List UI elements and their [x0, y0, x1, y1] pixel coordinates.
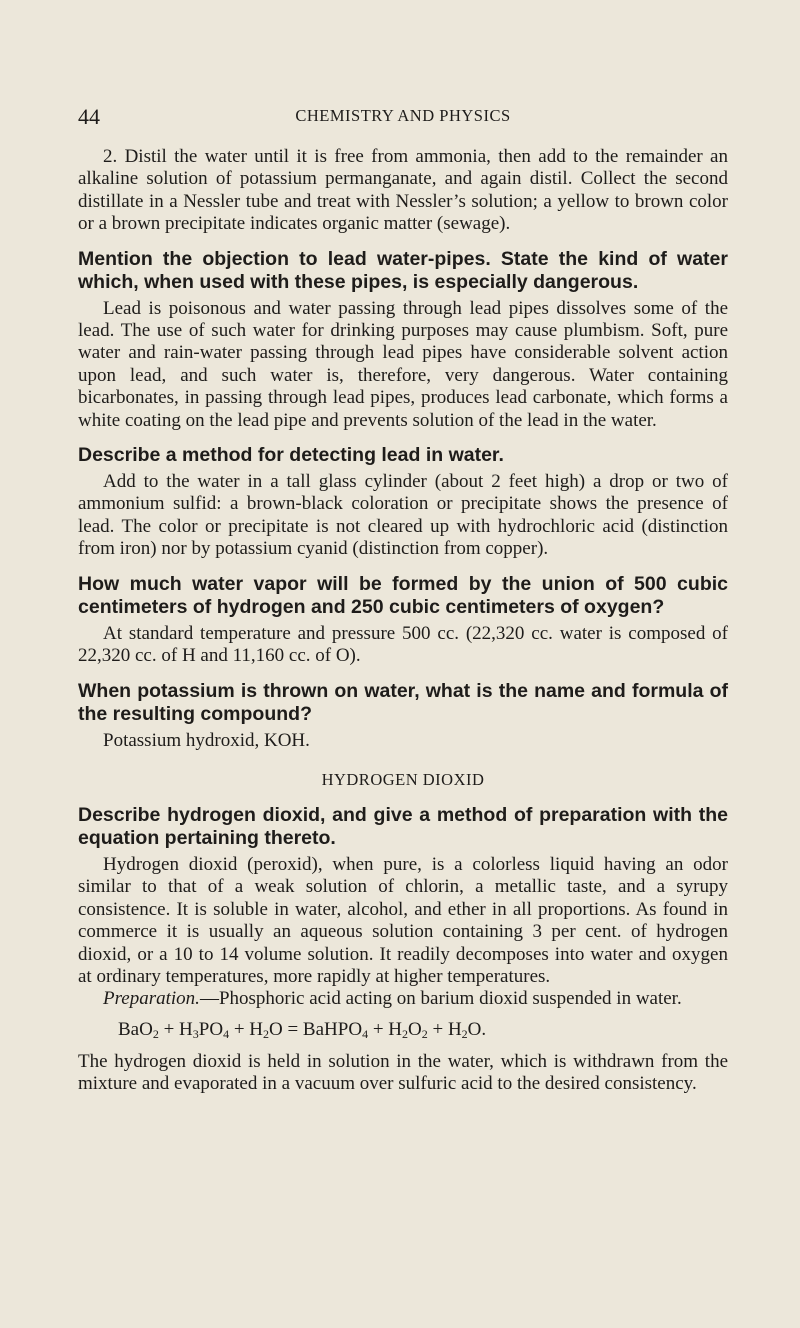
question-lead-pipes: Mention the objection to lead water-pipes. State the kind of water which, when used with these pipes, is especially dangerous. [78, 247, 728, 293]
paragraph-distil: 2. Distil the water until it is free from ammonia, then add to the remainder an alkaline solution of potassium permanganate, and again distil. Collect the second distillate in a Nessler tube and treat with Nessler’s solution; a yellow to brown color or a brown precipitate indicates organic matter (sewage). [78, 146, 728, 235]
question-water-vapor: How much water vapor will be formed by the union of 500 cubic centimeters of hydrogen and 250 cubic centimeters of oxygen? [78, 572, 728, 618]
question-potassium: When potassium is thrown on water, what is the name and formula of the resulting compound? [78, 679, 728, 725]
paragraph-final: The hydrogen dioxid is held in solution in the water, which is withdrawn from the mixture and evaporated in a vacuum over sulfuric acid to the desired consistency. [78, 1050, 728, 1095]
chemical-equation: $BaO_2 + H_3PO_4 + H_2O$ = BaHPO$_4$ + $H_2O_2 + H_2O$. [118, 1018, 487, 1041]
preparation-text: —Phosphoric acid acting on barium dioxid suspended in water. [199, 988, 682, 1010]
answer-detect-lead: Add to the water in a tall glass cylinder (about 2 feet high) a drop or two of ammonium sulfid: a brown-black coloration or precipitate shows the presence of lead. The color or precipitate is not cleared up with hydrochloric acid (distinction from iron) nor by potassium cyanid (distinction from copper). [78, 471, 728, 560]
answer-hydrogen-dioxid: Hydrogen dioxid (peroxid), when pure, is a colorless liquid having an odor similar to that of a weak solution of chlorin, a metallic taste, and a syrupy consistence. It is soluble in water, alcohol, and ether in all proportions. As found in commerce it is usually an aqueous solution containing 3 per cent. of hydrogen dioxid, or a 10 to 14 volume solution. It readily decomposes into water and oxygen at ordinary temperatures, more rapidly at higher temperatures. [78, 853, 728, 987]
answer-lead-pipes: Lead is poisonous and water passing through lead pipes dissolves some of the lead. The use of such water for drinking purposes may cause plumbism. Soft, pure water and rain-water passing through lead pipes have considerable solvent action upon lead, and such water is, therefore, very dangerous. Water containing bicarbonates, in passing through lead pipes, produces lead carbonate, which forms a white coating on the lead pipe and prevents solution of the lead in the water. [78, 297, 728, 431]
preparation-label: Preparation. [103, 988, 200, 1010]
running-head: CHEMISTRY AND PHYSICS [295, 106, 511, 125]
preparation-paragraph [78, 988, 728, 1010]
question-detect-lead: Describe a method for detecting lead in water. [78, 444, 504, 467]
page-header [78, 104, 728, 129]
page-body [78, 146, 728, 1096]
section-title: HYDROGEN DIOXID [321, 769, 485, 789]
answer-potassium: Potassium hydroxid, KOH. [103, 729, 310, 751]
answer-water-vapor: At standard temperature and pressure 500 cc. (22,320 cc. water is composed of 22,320 cc. of H and 11,160 cc. of O). [78, 622, 728, 667]
question-hydrogen-dioxid: Describe hydrogen dioxid, and give a method of preparation with the equation pertaining thereto. [78, 803, 728, 849]
page-number: 44 [78, 104, 100, 129]
